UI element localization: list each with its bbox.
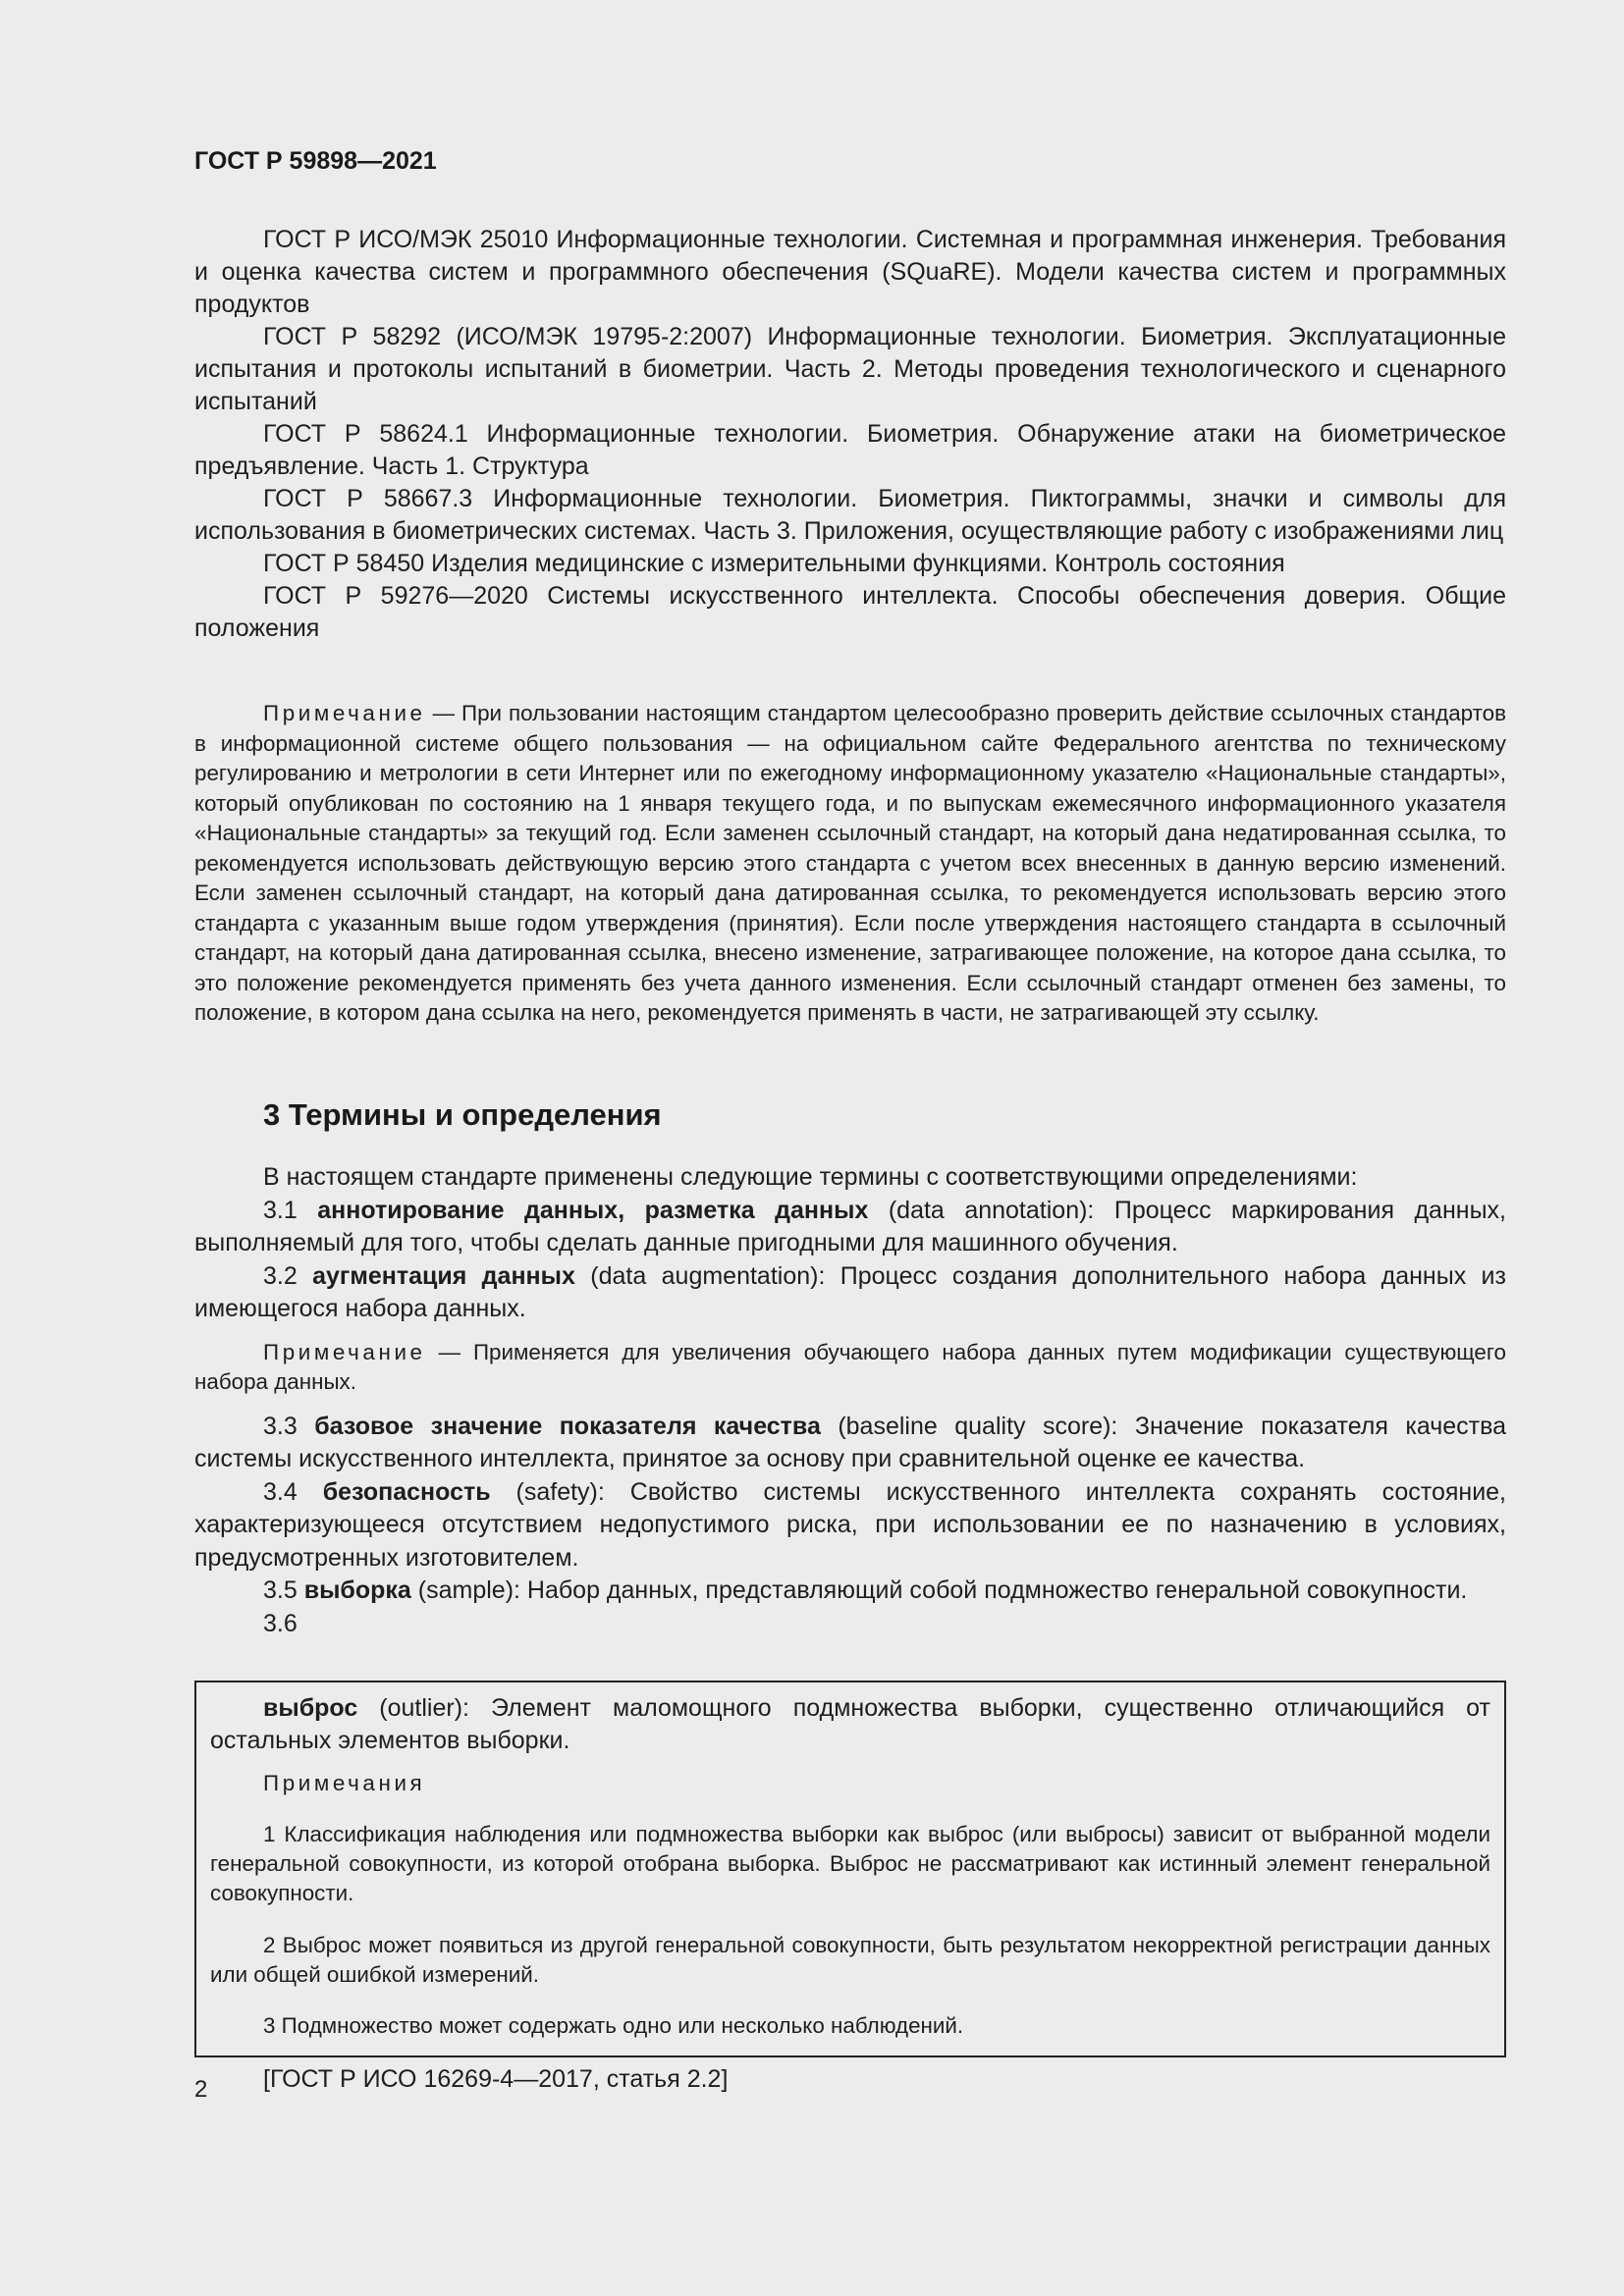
note-label: Примечание: [263, 1339, 426, 1364]
section-title: 3 Термины и определения: [263, 1097, 662, 1132]
note-label: Примечание: [263, 701, 426, 725]
references-note: [194, 699, 1506, 1029]
term-note: Примечание — Применяется для увеличения обучающего набора данных путем модификации существующего набора данных.: [194, 1339, 1506, 1394]
term-name: аннотирование данных, разметка данных: [317, 1196, 869, 1224]
note-item: 3 Подмножество может содержать одно или несколько наблюдений.: [263, 2013, 964, 2039]
term-entry: 3.1 аннотирование данных, разметка данных (data annotation): Процесс маркирования данных, выполняемый для того, чтобы сделать данные пригодными для машинного обучения.: [194, 1196, 1506, 1256]
term-entry: 3.2 аугментация данных (data augmentation): Процесс создания дополнительного набора данных из имеющегося набора данных.: [194, 1261, 1506, 1322]
notes-label: Примечания: [263, 1771, 426, 1795]
term-name: безопасность: [322, 1477, 491, 1506]
term-name: аугментация данных: [312, 1261, 575, 1290]
reference-item: ГОСТ Р 59276—2020 Системы искусственного интеллекта. Способы обеспечения доверия. Общие положения: [194, 582, 1506, 642]
page-number: 2: [194, 2076, 208, 2103]
normative-references: [194, 224, 1506, 645]
reference-item: ГОСТ Р 58450 Изделия медицинские с измерительными функциями. Контроль состояния: [263, 550, 1285, 577]
term-name: выброс: [263, 1694, 358, 1722]
note-item: 1 Классификация наблюдения или подмножества выборки как выброс (или выбросы) зависит от выбранной модели генеральной совокупности, из которой отобрана выборка. Выброс не рассматривают как истинный элемент генеральной совокупности.: [210, 1822, 1490, 1906]
reference-item: ГОСТ Р 58624.1 Информационные технологии. Биометрия. Обнаружение атаки на биометрическое предъявление. Часть 1. Структура: [194, 420, 1506, 480]
section-intro: В настоящем стандарте применены следующие термины с соответствующими определениями:: [263, 1163, 1358, 1191]
note-text: — При пользовании настоящим стандартом целесообразно проверить действие ссылочных стандартов в информационной системе общего пользования — на официальном сайте Федерального агентства по техническому регулированию и метрологии в сети Интернет или по ежегодному информационному указателю «Национальные стандарты», который опубликован по состоянию на 1 января текущего года, и по выпускам ежемесячного информационного указателя «Национальные стандарты» за текущий год. Если заменен ссылочный стандарт, на который дана недатированная ссылка, то рекомендуется использовать действующую версию этого стандарта с учетом всех внесенных в данную версию изменений. Если заменен ссылочный стандарт, на который дана датированная ссылка, то рекомендуется использовать версию этого стандарта с указанным выше годом утверждения (принятия). Если после утверждения настоящего стандарта в ссылочный стандарт, на который дана датированная ссылка, внесено изменение, затрагивающее положение, на которое дана ссылка, то это положение рекомендуется применять без учета данного изменения. Если ссылочный стандарт отменен без замены, то положение, в котором дана ссылка на него, рекомендуется применять в части, не затрагивающей эту ссылку.: [194, 701, 1506, 1025]
note-item: 2 Выброс может появиться из другой генеральной совокупности, быть результатом некорректной регистрации данных или общей ошибкой измерений.: [210, 1932, 1490, 1987]
source-citation: [ГОСТ Р ИСО 16269-4—2017, статья 2.2]: [263, 2064, 729, 2093]
term-name: базовое значение показателя качества: [314, 1412, 821, 1440]
document-header: ГОСТ Р 59898—2021: [194, 147, 437, 175]
terms-list: [194, 1161, 1506, 1640]
term-entry: выброс (outlier): Элемент маломощного подмножества выборки, существенно отличающийся от остальных элементов выборки.: [210, 1694, 1490, 1754]
term-entry: 3.5 выборка (sample): Набор данных, представляющий собой подмножество генеральной совокупности.: [263, 1576, 1468, 1604]
term-box-outlier: [194, 1681, 1506, 2093]
reference-item: ГОСТ Р 58292 (ИСО/МЭК 19795-2:2007) Информационные технологии. Биометрия. Эксплуатационные испытания и протоколы испытаний в биометрии. Часть 2. Методы проведения технологического и сценарного испытаний: [194, 323, 1506, 415]
reference-item: ГОСТ Р 58667.3 Информационные технологии. Биометрия. Пиктограммы, значки и символы для использования в биометрических системах. Часть 3. Приложения, осуществляющие работу с изображениями лиц: [194, 485, 1506, 545]
reference-item: ГОСТ Р ИСО/МЭК 25010 Информационные технологии. Системная и программная инженерия. Требования и оценка качества систем и программного обеспечения (SQuaRE). Модели качества систем и программных продуктов: [194, 226, 1506, 318]
term-entry: 3.3 базовое значение показателя качества (baseline quality score): Значение показателя качества системы искусственного интеллекта, принятое за основу при сравнительной оценке ее качества.: [194, 1412, 1507, 1472]
term-entry: 3.4 безопасность (safety): Свойство системы искусственного интеллекта сохранять состояние, характеризующееся отсутствием недопустимого риска, при использовании ее по назначению в условиях, предусмотренных изготовителем.: [194, 1477, 1507, 1572]
term-number: 3.6: [263, 1609, 298, 1637]
term-name: выборка: [303, 1576, 411, 1604]
